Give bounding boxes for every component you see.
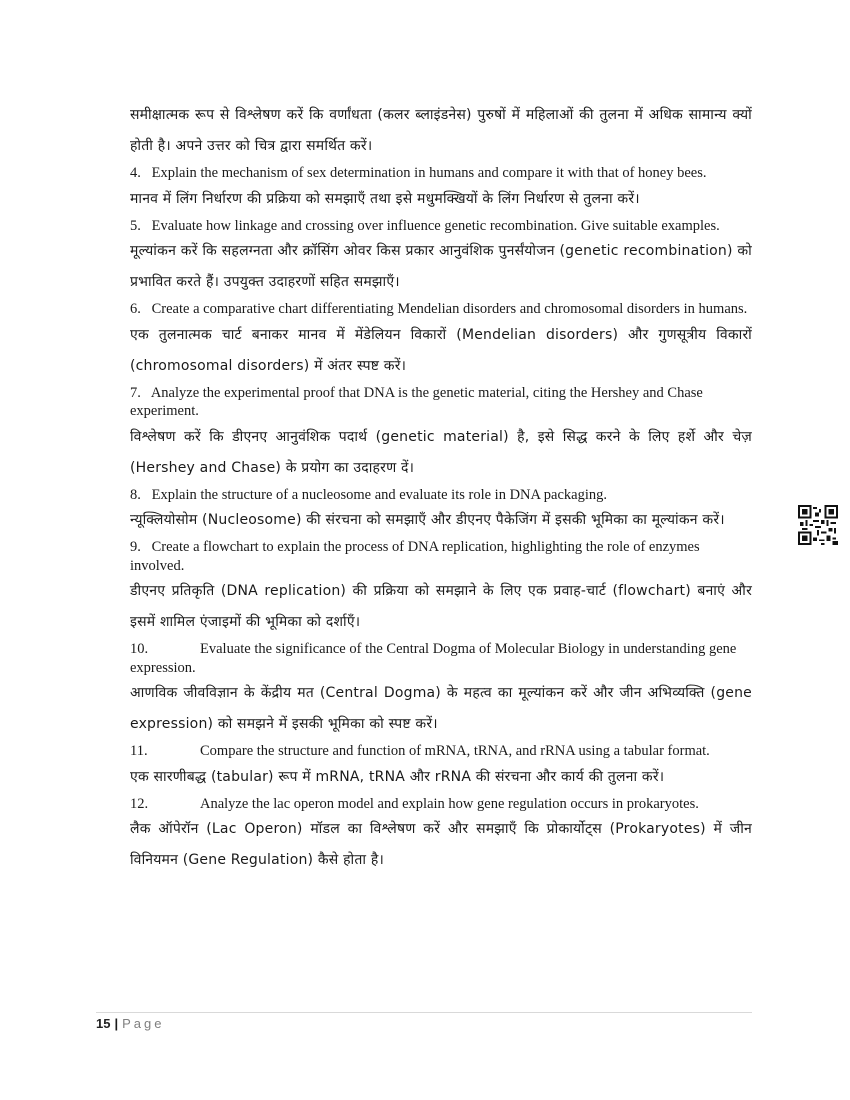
hindi-text: डीएनए प्रतिकृति (DNA replication) की प्रक्रिया को समझाने के लिए एक प्रवाह-चार्ट (flowchart) बनाएं और इसमें शामिल एंजाइमों की भूमिका को दर्शाएँ। [130,583,752,630]
page-footer [96,1012,752,1031]
question-number: 4. [130,165,141,181]
question-number: 10. [130,641,149,657]
question-9 [130,538,752,575]
hindi-text: लैक ऑपेरॉन (Lac Operon) मॉडल का विश्लेषण करें और समझाएँ कि प्रोकार्योट्स (Prokaryotes) में जीन विनियमन (Gene Regulation) कैसे होता है। [130,821,752,868]
hindi-text: मूल्यांकन करें कि सहलग्नता और क्रॉसिंग ओवर किस प्रकार आनुवंशिक पुनर्संयोजन (genetic recombination) को प्रभावित करते हैं। उपयुक्त उदाहरणों सहित समझाएँ। [130,243,752,290]
hindi-text: मानव में लिंग निर्धारण की प्रक्रिया को समझाएँ तथा इसे मधुमक्खियों के लिंग निर्धारण से तुलना करें। [130,190,640,207]
question-number: 9. [130,539,141,555]
hindi-text: एक सारणीबद्ध (tabular) रूप में mRNA, tRNA और rRNA की संरचना और कार्य की तुलना करें। [130,768,665,785]
question-number: 12. [130,795,149,812]
question-text: Evaluate how linkage and crossing over influence genetic recombination. Give suitable examples. [151,217,720,234]
question-text: Create a flowchart to explain the process of DNA replication, highlighting the role of enzymes involved. [130,539,700,574]
question-number: 5. [130,217,141,234]
hindi-text: विश्लेषण करें कि डीएनए आनुवंशिक पदार्थ (genetic material) है, इसे सिद्ध करने के लिए हर्शे और चेज़ (Hershey and Chase) के प्रयोग का उदाहरण दें। [130,428,752,476]
question-number: 11. [130,743,148,759]
page-number: 15 [96,1016,111,1031]
question-text: Explain the mechanism of sex determination in humans and compare it with that of honey bees. [151,165,707,181]
hindi-text: एक तुलनात्मक चार्ट बनाकर मानव में मेंडेलियन विकारों (Mendelian disorders) और गुणसूत्रीय विकारों (chromosomal disorders) में अंतर स्पष्ट करें। [130,326,752,374]
question-text: Evaluate the significance of the Central Dogma of Molecular Biology in understanding gene expression. [130,641,737,676]
question-4 [130,164,752,183]
question-text: Analyze the experimental proof that DNA is the genetic material, citing the Hershey and Chase experiment. [130,384,703,419]
question-number: 8. [130,486,141,503]
question-12 [130,795,752,814]
hindi-text: न्यूक्लियोसोम (Nucleosome) की संरचना को समझाएँ और डीएनए पैकेजिंग में इसकी भूमिका का मूल्यांकन करें। [130,512,725,528]
hindi-text: समीक्षात्मक रूप से विश्लेषण करें कि वर्णांधता (कलर ब्लाइंडनेस) पुरुषों में महिलाओं की तुलना में अधिक सामान्य क्यों होती है। अपने उत्तर को चित्र द्वारा समर्थित करें। [130,107,752,154]
hindi-text: आणविक जीवविज्ञान के केंद्रीय मत (Central Dogma) के महत्व का मूल्यांकन करें और जीन अभिव्यक्ति (gene expression) को समझने में इसकी भूमिका को स्पष्ट करें। [130,685,752,732]
question-text: Compare the structure and function of mRNA, tRNA, and rRNA using a tabular format. [200,743,710,759]
qr-code-icon[interactable] [798,505,838,545]
question-list [130,100,752,876]
footer-separator: | [114,1016,119,1031]
question-number: 6. [130,301,141,317]
question-11 [130,742,752,761]
question-10 [130,640,752,677]
question-text: Create a comparative chart differentiating Mendelian disorders and chromosomal disorders in humans. [151,301,748,317]
question-7 [130,384,752,421]
question-8 [130,486,752,505]
question-text: Explain the structure of a nucleosome and evaluate its role in DNA packaging. [151,486,608,503]
question-6 [130,300,752,319]
question-text: Analyze the lac operon model and explain how gene regulation occurs in prokaryotes. [200,795,699,812]
question-5 [130,217,752,236]
page-label: Page [122,1016,165,1031]
question-number: 7. [130,384,141,401]
